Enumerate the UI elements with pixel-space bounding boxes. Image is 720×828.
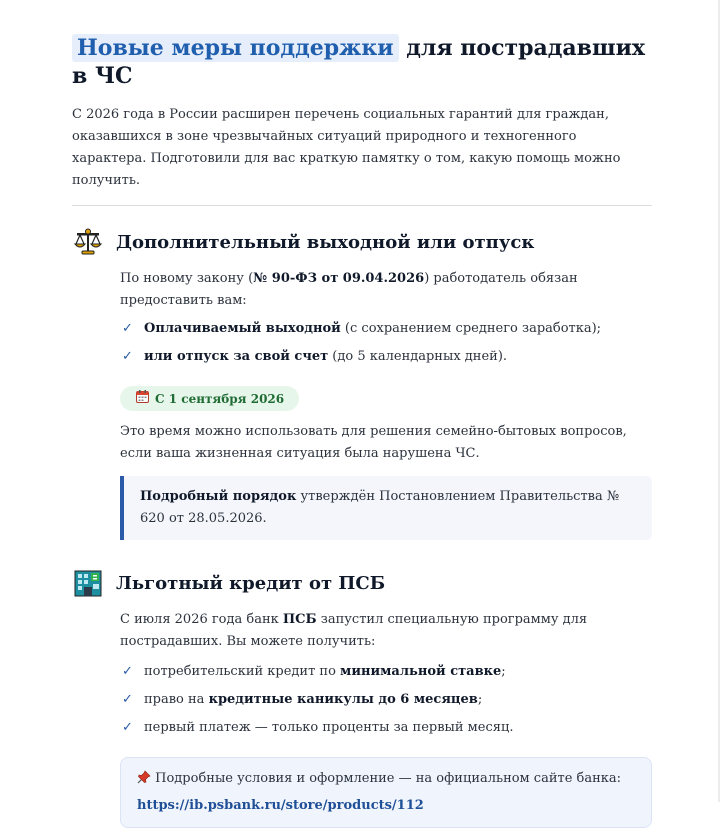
bank-link[interactable]: https://ib.psbank.ru/store/products/112 <box>137 798 424 813</box>
item-post: ; <box>501 664 506 679</box>
list-item <box>120 661 652 683</box>
title-highlight: Новые меры поддержки <box>72 34 399 62</box>
article <box>72 0 652 828</box>
law-post: ) работодатель обязан предоставить вам: <box>120 271 578 308</box>
section-leave-heading <box>72 226 652 258</box>
badge-label: С 1 сентября 2026 <box>155 391 285 406</box>
item-pre: право на <box>144 692 209 707</box>
item-bold: или отпуск за свой счет <box>144 349 329 364</box>
procedure-note <box>120 476 652 540</box>
item-post: ; <box>477 692 483 707</box>
list-item <box>120 717 652 739</box>
item-rest: (до 5 календарных дней). <box>328 349 508 364</box>
checkmark-icon: ✓ <box>122 664 133 679</box>
item-bold: Оплачиваемый выходной <box>144 321 341 336</box>
list-item <box>120 346 652 368</box>
law-pre: По новому закону ( <box>120 271 254 286</box>
info-line <box>137 768 635 792</box>
divider <box>72 205 652 206</box>
list-item <box>120 318 652 340</box>
checkmark-icon: ✓ <box>122 349 133 364</box>
badge-row <box>120 386 652 411</box>
checkmark-icon: ✓ <box>122 321 133 336</box>
credit-intro <box>120 609 652 653</box>
section-credit-heading <box>72 567 652 599</box>
scales-icon <box>72 226 104 258</box>
usage-paragraph: Это время можно использовать для решения семейно-бытовых вопросов, если ваша жизненная ситуация была нарушена ЧС. <box>120 424 627 461</box>
section-leave-body <box>120 268 652 540</box>
note-rest: утверждён Постановлением Правительства № 620 от 28.05.2026. <box>140 489 620 526</box>
credit-intro-post: запустил специальную программу для пострадавших. Вы можете получить: <box>120 612 588 649</box>
checkmark-icon: ✓ <box>122 720 133 735</box>
section-leave-title: Дополнительный выходной или отпуск <box>116 231 535 253</box>
item-bold: кредитные каникулы до 6 месяцев <box>208 692 478 707</box>
pushpin-icon <box>137 770 151 792</box>
law-paragraph <box>120 268 652 312</box>
calendar-icon <box>136 388 149 410</box>
item-bold: минимальной ставке <box>340 664 502 679</box>
title-rest: для пострадавших в ЧС <box>72 35 646 89</box>
bank-info-box <box>120 757 652 828</box>
law-number: № 90-ФЗ от 09.04.2026 <box>253 271 425 286</box>
date-badge <box>120 386 299 411</box>
intro-paragraph: С 2026 года в России расширен перечень социальных гарантий для граждан, оказавшихся в зоне чрезвычайных ситуаций природного и техногенного характера. Подготовили для вас краткую памятку о том, какую помощь можно получить. <box>72 107 621 188</box>
credit-options-list <box>120 661 652 739</box>
bank-name: ПСБ <box>282 612 317 627</box>
credit-intro-pre: С июля 2026 года банк <box>120 612 283 627</box>
item-pre: первый платеж — только проценты за первый месяц. <box>144 720 514 735</box>
info-text: Подробные условия и оформление — на официальном сайте банка: <box>151 771 622 786</box>
item-pre: потребительский кредит по <box>144 664 341 679</box>
page-title <box>72 34 652 90</box>
leave-options-list <box>120 318 652 368</box>
note-bold: Подробный порядок <box>140 489 297 504</box>
list-item <box>120 689 652 711</box>
checkmark-icon: ✓ <box>122 692 133 707</box>
section-credit-body <box>120 609 652 828</box>
item-rest: (с сохранением среднего заработка); <box>340 321 602 336</box>
section-credit-title: Льготный кредит от ПСБ <box>116 572 386 594</box>
building-icon <box>72 567 104 599</box>
